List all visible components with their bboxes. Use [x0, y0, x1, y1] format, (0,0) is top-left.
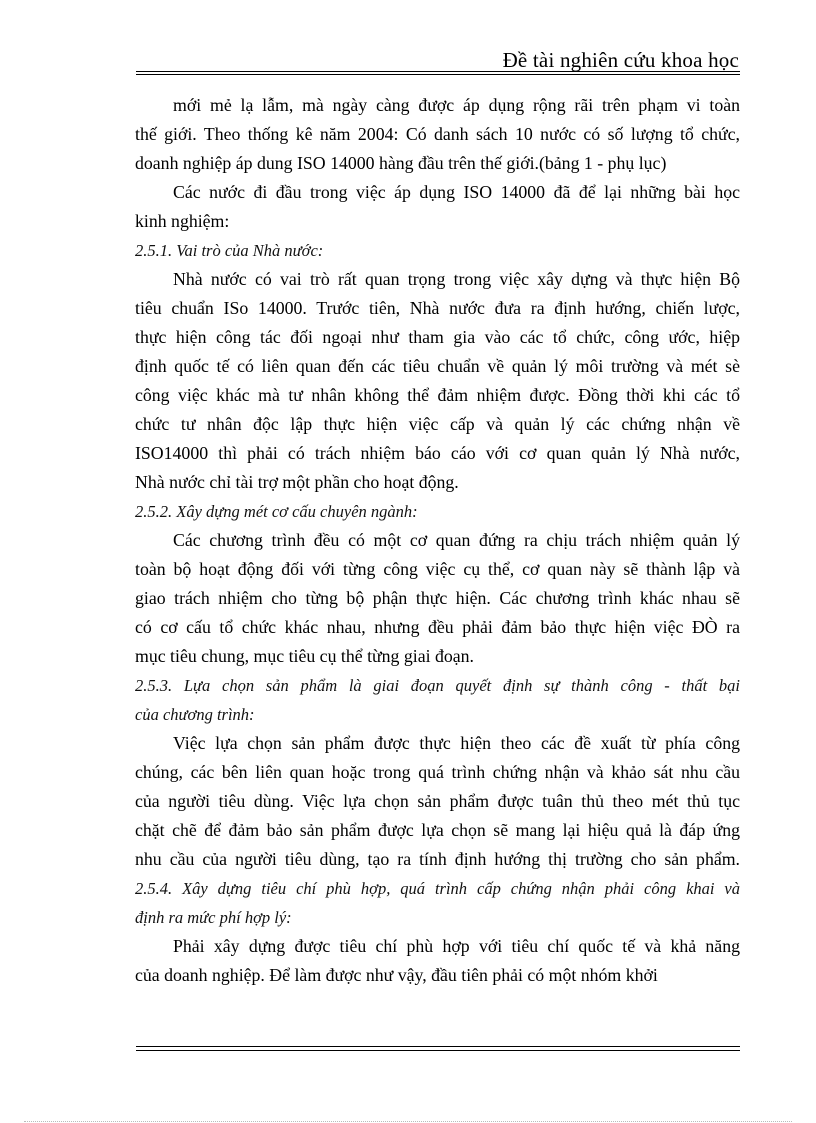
- paragraph-line: có cơ cấu tổ chức khác nhau, nhưng đều phải đảm bảo thực hiện việc ĐÒ ra: [135, 617, 740, 637]
- paragraph-line: của doanh nghiệp. Để làm được như vậy, đầu tiên phải có một nhóm khởi: [135, 965, 658, 985]
- paragraph-line: nhu cầu của người tiêu dùng, tạo ra tính định hướng thị trường cho sản phẩm.: [135, 849, 740, 869]
- header-double-rule: [136, 71, 740, 75]
- paragraph-line: Phải xây dựng được tiêu chí phù hợp với tiêu chí quốc tế và khả năng: [173, 936, 740, 956]
- paragraph-line: giao trách nhiệm cho từng bộ phận thực hiện. Các chương trình khác nhau sẽ: [135, 588, 740, 608]
- paragraph-line: mục tiêu chung, mục tiêu cụ thể từng giai đoạn.: [135, 646, 474, 666]
- paragraph-line: thế giới. Theo thống kê năm 2004: Có danh sách 10 nước có số lượng tổ chức,: [135, 124, 740, 144]
- paragraph-line: Các nước đi đầu trong việc áp dụng ISO 14000 đã để lại những bài học: [173, 182, 740, 202]
- body-text: [135, 91, 740, 990]
- section-heading-line: định ra mức phí hợp lý:: [135, 908, 292, 927]
- section-heading-line: 2.5.3. Lựa chọn sản phẩm là giai đoạn quyết định sự thành công - thất bại: [135, 676, 740, 695]
- section-heading-line: 2.5.4. Xây dựng tiêu chí phù hợp, quá trình cấp chứng nhận phải công khai và: [135, 879, 740, 898]
- section-heading-line: của chương trình:: [135, 705, 255, 724]
- paragraph-line: toàn bộ hoạt động đối với từng công việc cụ thể, cơ quan này sẽ thành lập và: [135, 559, 740, 579]
- paragraph-line: chặt chẽ để đảm bảo sản phẩm được lựa chọn sẽ mang lại hiệu quả là đáp ứng: [135, 820, 740, 840]
- section-heading-line: 2.5.1. Vai trò của Nhà nước:: [135, 241, 324, 260]
- paragraph-line: của người tiêu dùng. Việc lựa chọn sản phẩm được tuân thủ theo mét thủ tục: [135, 791, 740, 811]
- section-heading-line: 2.5.2. Xây dựng mét cơ cấu chuyên ngành:: [135, 502, 418, 521]
- paragraph-line: công việc khác mà tư nhân không thể đảm nhiệm được. Đồng thời khi các tổ: [135, 385, 740, 405]
- paragraph-line: chúng, các bên liên quan hoặc trong quá trình chứng nhận và khảo sát nhu cầu: [135, 762, 740, 782]
- page-header-title: Đề tài nghiên cứu khoa học: [502, 48, 739, 72]
- paragraph-line: ISO14000 thì phải có trách nhiệm báo cáo với cơ quan quản lý Nhà nước,: [135, 443, 740, 463]
- paragraph-line: thực hiện công tác đối ngoại như tham gia vào các tổ chức, công ước, hiệp: [135, 327, 740, 347]
- paragraph-line: tiêu chuẩn ISo 14000. Trước tiên, Nhà nước đưa ra định hướng, chiến lược,: [135, 298, 740, 318]
- page-bottom-edge: [24, 1121, 792, 1122]
- paragraph-line: kinh nghiệm:: [135, 211, 230, 231]
- paragraph-line: Việc lựa chọn sản phẩm được thực hiện theo các đề xuất từ phía công: [173, 733, 740, 753]
- paragraph-line: doanh nghiệp áp dung ISO 14000 hàng đầu trên thế giới.(bảng 1 - phụ lục): [135, 153, 667, 173]
- footer-double-rule: [136, 1046, 740, 1051]
- paragraph-line: định quốc tế có liên quan đến các tiêu chuẩn về quản lý môi trường và mét sè: [135, 356, 740, 376]
- paragraph-line: Nhà nước chỉ tài trợ một phần cho hoạt động.: [135, 472, 459, 492]
- paragraph-line: Nhà nước có vai trò rất quan trọng trong việc xây dựng và thực hiện Bộ: [173, 269, 740, 289]
- paragraph-line: mới mẻ lạ lẫm, mà ngày càng được áp dụng rộng rãi trên phạm vi toàn: [173, 95, 740, 115]
- paragraph-line: Các chương trình đều có một cơ quan đứng ra chịu trách nhiệm quản lý: [173, 530, 740, 550]
- paragraph-line: chức tư nhân độc lập thực hiện việc cấp và quản lý các chứng nhận về: [135, 414, 740, 434]
